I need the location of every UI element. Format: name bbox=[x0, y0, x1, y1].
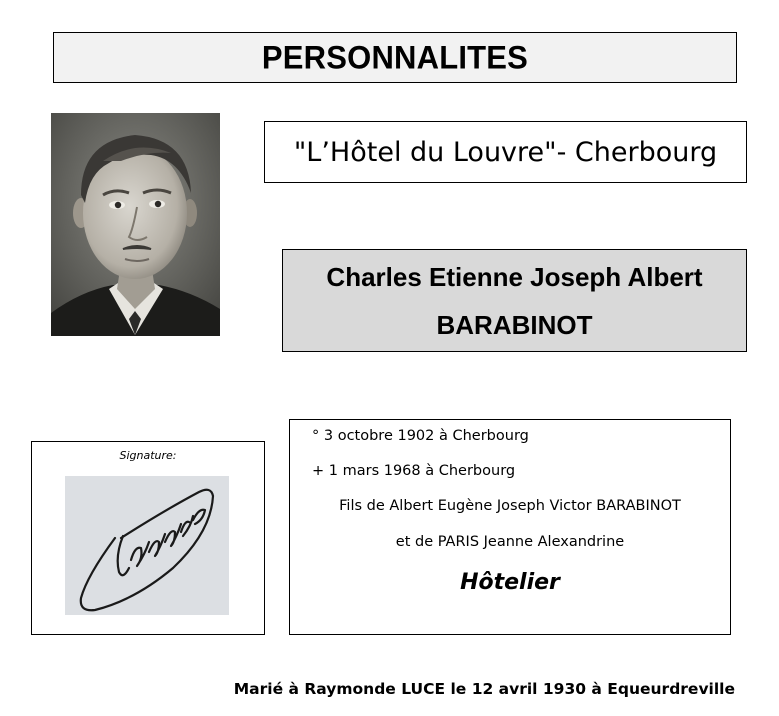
person-given-names: Charles Etienne Joseph Albert bbox=[326, 261, 703, 292]
hotel-title: "L’Hôtel du Louvre"- Cherbourg bbox=[293, 136, 718, 168]
signature-label: Signature: bbox=[119, 449, 177, 462]
portrait-photo bbox=[51, 113, 220, 336]
person-surname: BARABINOT bbox=[436, 309, 593, 340]
father-name: Fils de Albert Eugène Joseph Victor BARABINOT bbox=[339, 498, 681, 514]
page-title: PERSONNALITES bbox=[261, 38, 529, 76]
profession: Hôtelier bbox=[460, 570, 560, 595]
person-name-box bbox=[282, 249, 747, 352]
signature-box bbox=[31, 441, 265, 635]
biography-box bbox=[289, 419, 731, 635]
mother-name: et de PARIS Jeanne Alexandrine bbox=[395, 534, 625, 550]
header-banner bbox=[53, 32, 737, 83]
signature-image bbox=[65, 476, 229, 615]
marriage-info: Marié à Raymonde LUCE le 12 avril 1930 à Equeurdreville bbox=[233, 680, 735, 698]
death-date: + 1 mars 1968 à Cherbourg bbox=[312, 463, 516, 479]
birth-date: ° 3 octobre 1902 à Cherbourg bbox=[312, 428, 529, 444]
hotel-title-box bbox=[264, 121, 747, 183]
